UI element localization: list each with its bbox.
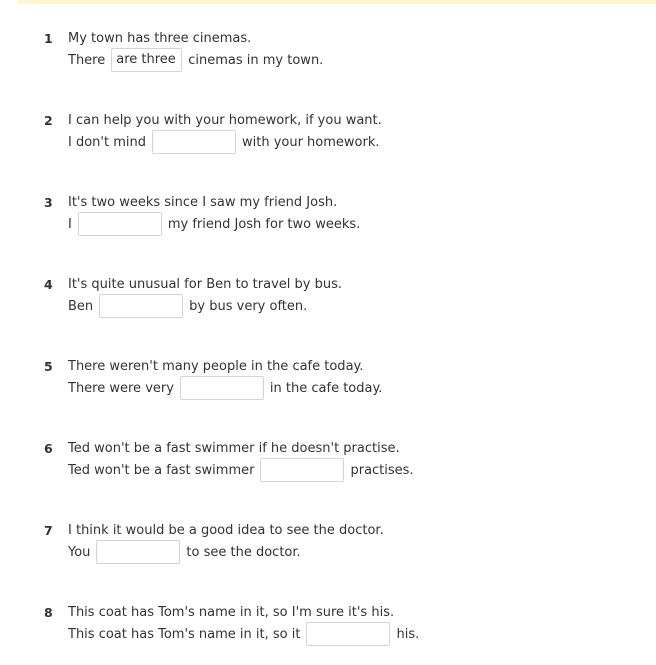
answer-gap-input[interactable]: [152, 130, 236, 154]
answer-after-text: cinemas in my town.: [188, 52, 324, 68]
answer-after-text: practises.: [350, 462, 414, 478]
item-prompt: I can help you with your homework, if you want.: [68, 113, 382, 128]
answer-gap-input[interactable]: [99, 294, 183, 318]
item-number: 5: [44, 359, 53, 374]
item-number: 7: [44, 523, 53, 538]
answer-line: [68, 293, 307, 319]
answer-after-text: in the cafe today.: [269, 380, 383, 396]
item-number: 8: [44, 605, 53, 620]
answer-gap-input[interactable]: are three: [111, 48, 182, 72]
answer-after-text: my friend Josh for two weeks.: [167, 216, 361, 232]
answer-after-text: to see the doctor.: [186, 544, 301, 560]
answer-gap-input[interactable]: [260, 458, 344, 482]
answer-after-text: by bus very often.: [189, 298, 308, 314]
answer-before-text: There were very: [68, 380, 174, 396]
item-prompt: There weren't many people in the cafe today.: [68, 359, 364, 374]
answer-before-text: There: [68, 52, 106, 68]
answer-before-text: You: [68, 544, 91, 560]
item-number: 4: [44, 277, 53, 292]
item-prompt: Ted won't be a fast swimmer if he doesn't practise.: [68, 441, 400, 456]
answer-after-text: with your homework.: [241, 134, 380, 150]
item-prompt: I think it would be a good idea to see the doctor.: [68, 523, 384, 538]
answer-gap-input[interactable]: [96, 540, 180, 564]
answer-line: [68, 539, 301, 565]
answer-before-text: This coat has Tom's name in it, so it: [68, 626, 301, 642]
item-number: 3: [44, 195, 53, 210]
exercise-item-5: [0, 359, 656, 419]
item-number: 2: [44, 113, 53, 128]
exercise-item-3: [0, 195, 656, 255]
answer-after-text: his.: [396, 626, 420, 642]
answer-gap-input[interactable]: [180, 376, 264, 400]
item-prompt: It's two weeks since I saw my friend Josh.: [68, 195, 338, 210]
exercise-item-6: [0, 441, 656, 501]
exercise-item-8: [0, 605, 656, 665]
item-number: 6: [44, 441, 53, 456]
exercise-item-7: [0, 523, 656, 583]
item-number: 1: [44, 31, 53, 46]
item-prompt: This coat has Tom's name in it, so I'm sure it's his.: [68, 605, 395, 620]
answer-gap-input[interactable]: [306, 622, 390, 646]
answer-line: [68, 457, 414, 483]
answer-line: [68, 375, 382, 401]
answer-line: [68, 621, 419, 647]
answer-line: [68, 129, 380, 155]
exercise-item-2: [0, 113, 656, 173]
answer-line: [68, 211, 360, 237]
exercise-item-4: [0, 277, 656, 337]
answer-before-text: I: [68, 216, 72, 232]
exercise-item-1: [0, 31, 656, 91]
answer-line: [68, 47, 323, 73]
item-prompt: It's quite unusual for Ben to travel by bus.: [68, 277, 342, 292]
answer-before-text: I don't mind: [68, 134, 146, 150]
answer-before-text: Ted won't be a fast swimmer: [68, 462, 255, 478]
item-prompt: My town has three cinemas.: [68, 31, 252, 46]
answer-gap-input[interactable]: [78, 212, 162, 236]
answer-before-text: Ben: [68, 298, 94, 314]
